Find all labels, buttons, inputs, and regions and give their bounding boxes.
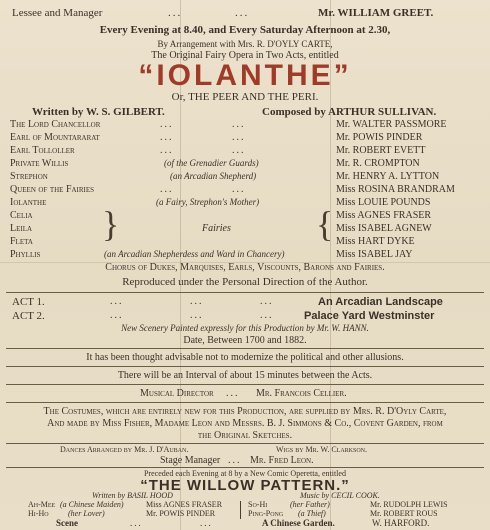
leader-dots: ... (130, 518, 143, 528)
dances-credit: Dances Arranged by Mr. J. D'Auban. (60, 445, 189, 454)
divider (6, 348, 484, 349)
role-name: Queen of the Fairies (10, 184, 95, 195)
leader-dots: ... (232, 184, 246, 195)
operetta-actor: Mr. POWIS PINDER (146, 509, 216, 518)
leader-dots: ... (190, 310, 204, 321)
divider (6, 467, 484, 468)
divider (6, 292, 484, 293)
act-label: ACT 1. (12, 296, 45, 308)
operetta-actor: Mr. RUDOLPH LEWIS (370, 500, 448, 509)
role-name: The Lord Chancellor (10, 119, 101, 130)
operetta-music-by: Music by CECIL COOK. (300, 491, 380, 500)
operetta-role-note: (a Thief) (298, 509, 326, 518)
composed-by: Composed by ARTHUR SULLIVAN. (262, 106, 437, 118)
operetta-role-note: (a Chinese Maiden) (60, 500, 124, 509)
leader-dots: ... (168, 7, 183, 19)
actor-name: Miss AGNES FRASER (336, 210, 432, 221)
operetta-written-by: Written by BASIL HOOD (92, 491, 173, 500)
role-name: Iolanthe (10, 197, 47, 208)
operetta-role: Hi-Ho (28, 509, 49, 518)
divider (6, 443, 484, 444)
act-scene: Palace Yard Westminster (304, 310, 435, 322)
musical-director-label: Musical Director (140, 388, 214, 399)
role-note: (an Arcadian Shepherd) (170, 171, 257, 181)
act-label: ACT 2. (12, 310, 45, 322)
date: Date, Between 1700 and 1882. (183, 335, 307, 346)
leader-dots: ... (232, 119, 246, 130)
actor-name: Mr. WALTER PASSMORE (336, 119, 447, 130)
actor-name: Mr. POWIS PINDER (336, 132, 423, 143)
divider (6, 384, 484, 385)
costumes-line: the Original Sketches. (197, 430, 293, 441)
role-name: Private Willis (10, 158, 69, 169)
opera-title: “IOLANTHE” (138, 59, 352, 92)
operetta-role: So-Hi (248, 500, 268, 509)
role-name: Celia (10, 210, 33, 221)
chorus: Chorus of Dukes, Marquises, Earls, Viscounts, Barons and Fairies. (105, 262, 385, 273)
actor-name: Miss ISABEL AGNEW (336, 223, 432, 234)
role-name: Phyllis (10, 249, 41, 260)
stage-manager-name: Mr. Fred Leon. (250, 455, 314, 466)
musical-director-name: Mr. Francois Cellier. (256, 388, 347, 399)
alt-title: Or, THE PEER AND THE PERI. (171, 91, 319, 103)
costumes-line: The Costumes, which are entirely new for this Production, are supplied by Mrs. R. D'Oyly Carte, (43, 406, 447, 417)
leader-dots: ... (160, 184, 174, 195)
subtitle: The Original Fairy Opera in Two Acts, entitled (151, 50, 339, 61)
operetta-role: Ah-Mee (28, 500, 56, 509)
stage-manager-label: Stage Manager (160, 455, 221, 466)
leader-dots: ... (160, 119, 174, 130)
arrangement: By Arrangement with Mrs. R. D'OYLY CARTE, (157, 39, 333, 49)
leader-dots: ... (232, 132, 246, 143)
role-name: Strephon (10, 171, 48, 182)
actor-name: Miss LOUIE POUNDS (336, 197, 431, 208)
schedule: Every Evening at 8.40, and Every Saturday Afternoon at 2.30, (99, 24, 391, 36)
direction: Reproduced under the Personal Direction of the Author. (122, 276, 368, 288)
interval: There will be an Interval of about 15 minutes between the Acts. (117, 370, 373, 381)
leader-dots: ... (226, 388, 240, 399)
actor-name: Miss HART DYKE (336, 236, 415, 247)
leader-dots: ... (160, 145, 174, 156)
role-name: Earl of Mountararat (10, 132, 100, 143)
operetta-actor: Mr. ROBERT ROUS (370, 509, 438, 518)
column-separator (240, 501, 241, 519)
operetta-role-note: (her Father) (290, 500, 330, 509)
divider (6, 366, 484, 367)
preceded-note: Preceded each Evening at 8 by a New Comic Operetta, entitled (144, 469, 346, 478)
costumes-line: And made by Miss Fisher, Madame Leon and Messrs. B. J. Simmons & Co., Covent Garden, from (47, 418, 443, 429)
leader-dots: ... (110, 296, 124, 307)
leader-dots: ... (228, 455, 242, 466)
wigs-credit: Wigs by Mr. W. Clarkson. (276, 445, 368, 454)
scenery-credit: New Scenery Painted expressly for this Production by Mr. W. HANN. (121, 323, 369, 333)
actor-name: Mr. R. CROMPTON (336, 158, 420, 169)
role-name: Earl Tolloller (10, 145, 75, 156)
actor-name: Mr. HENRY A. LYTTON (336, 171, 440, 182)
scene-artist: W. HARFORD. (372, 518, 430, 528)
leader-dots: ... (260, 296, 274, 307)
operetta-role-note: (her Lover) (68, 509, 105, 518)
scene-name: A Chinese Garden. (262, 518, 335, 528)
role-note: (a Fairy, Strephon's Mother) (156, 197, 260, 207)
operetta-role: Ping-Pong (248, 509, 284, 518)
leader-dots: ... (160, 132, 174, 143)
leader-dots: ... (235, 7, 250, 19)
operetta-actor: Miss AGNES FRASER (146, 500, 223, 509)
scene-label: Scene (56, 518, 78, 528)
left-brace: } (102, 204, 120, 244)
manager-name: Mr. WILLIAM GREET. (318, 7, 434, 19)
leader-dots: ... (110, 310, 124, 321)
leader-dots: ... (200, 518, 213, 528)
role-note: (of the Grenadier Guards) (164, 158, 259, 168)
role-note: Fairies (202, 223, 231, 234)
operetta-title: “THE WILLOW PATTERN.” (140, 477, 350, 494)
leader-dots: ... (190, 296, 204, 307)
role-note: (an Arcadian Shepherdess and Ward in Chancery) (104, 249, 285, 259)
notice: It has been thought advisable not to modernize the political and other allusions. (86, 352, 404, 363)
right-brace: { (316, 204, 334, 244)
act-scene: An Arcadian Landscape (318, 296, 443, 308)
actor-name: Miss ROSINA BRANDRAM (336, 184, 455, 195)
role-name: Fleta (10, 236, 33, 247)
leader-dots: ... (260, 310, 274, 321)
actor-name: Miss ISABEL JAY (336, 249, 413, 260)
divider (6, 402, 484, 403)
actor-name: Mr. ROBERT EVETT (336, 145, 426, 156)
written-by: Written by W. S. GILBERT. (32, 106, 165, 118)
leader-dots: ... (232, 145, 246, 156)
manager-label: Lessee and Manager (12, 7, 103, 19)
role-name: Leila (10, 223, 33, 234)
